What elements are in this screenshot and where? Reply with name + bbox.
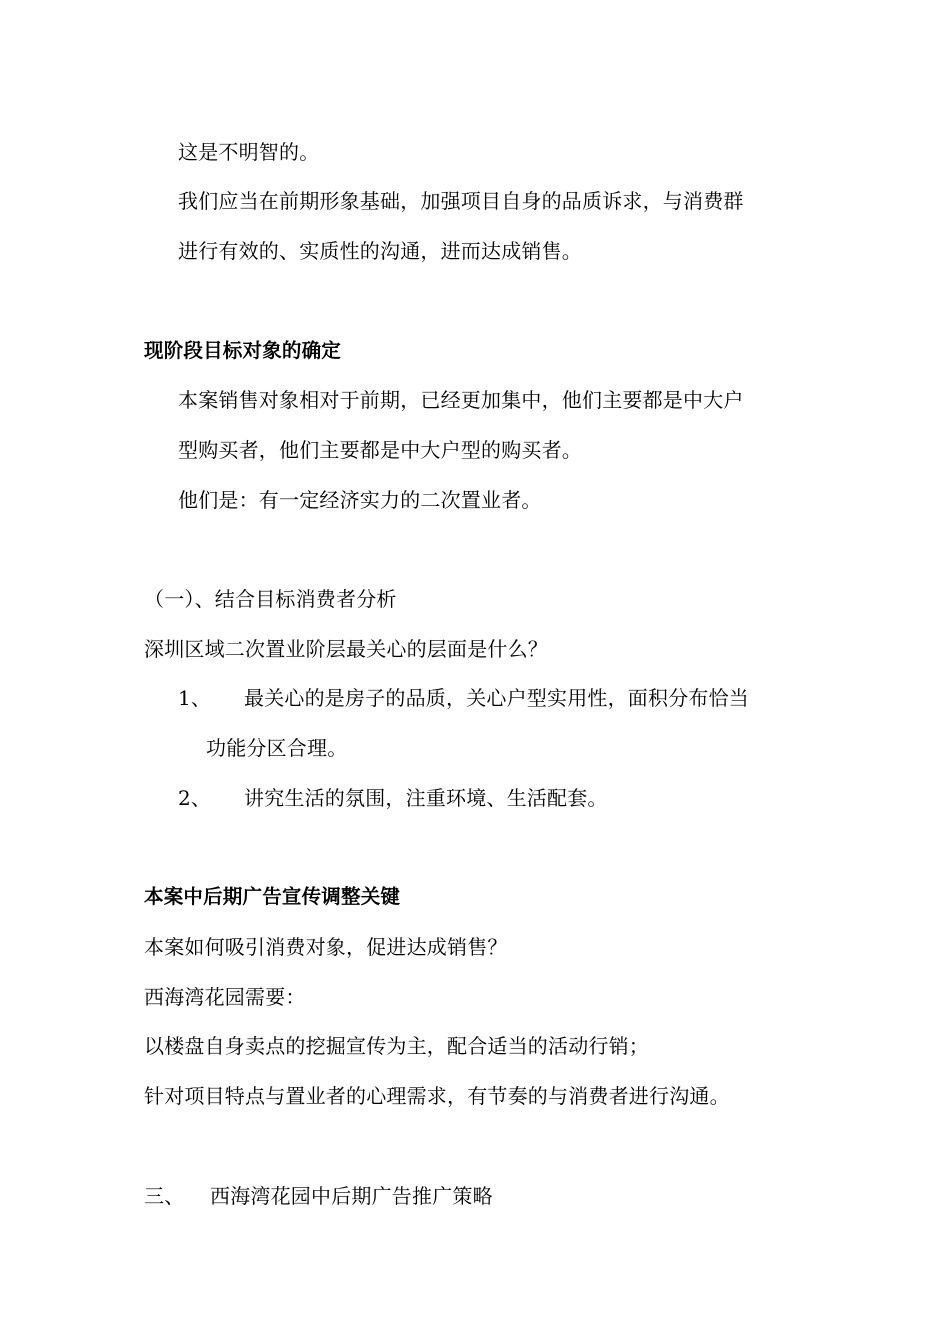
paragraph-line: 型购买者，他们主要都是中大户型的购买者。 <box>178 438 582 462</box>
list-item-text: 最关心的是房子的品质，关心户型实用性，面积分布恰当 <box>244 686 749 710</box>
paragraph-line: 以楼盘自身卖点的挖掘宣传为主，配合适当的活动行销； <box>144 1034 649 1058</box>
paragraph-line: 进行有效的、实质性的沟通，进而达成销售。 <box>178 239 582 263</box>
paragraph-line: 本案销售对象相对于前期，已经更加集中，他们主要都是中大户 <box>178 388 744 412</box>
question-line: 深圳区域二次置业阶层最关心的层面是什么？ <box>144 637 548 661</box>
list-item <box>178 685 749 711</box>
list-item-number: 2、 <box>178 786 212 810</box>
paragraph-line: 这是不明智的。 <box>178 140 320 164</box>
section-title: 西海湾花园中后期广告推广策略 <box>210 1184 493 1208</box>
section-heading-analysis: （一）、结合目标消费者分析 <box>144 587 397 611</box>
paragraph-line: 西海湾花园需要： <box>144 985 306 1009</box>
paragraph-line: 针对项目特点与置业者的心理需求，有节奏的与消费者进行沟通。 <box>144 1084 730 1108</box>
section-heading-key: 本案中后期广告宣传调整关键 <box>144 885 401 908</box>
paragraph-line: 我们应当在前期形象基础，加强项目自身的品质诉求，与消费群 <box>178 189 744 213</box>
list-item-text: 讲究生活的氛围，注重环境、生活配套。 <box>244 786 608 810</box>
list-item-number: 1、 <box>178 686 212 710</box>
section-heading-three <box>144 1183 493 1209</box>
list-item <box>178 785 608 811</box>
list-item-continuation: 功能分区合理。 <box>206 736 348 760</box>
section-heading-targets: 现阶段目标对象的确定 <box>144 339 342 362</box>
section-number: 三、 <box>144 1184 185 1208</box>
paragraph-line: 本案如何吸引消费对象，促进达成销售？ <box>144 935 508 959</box>
paragraph-line: 他们是：有一定经济实力的二次置业者。 <box>178 488 542 512</box>
